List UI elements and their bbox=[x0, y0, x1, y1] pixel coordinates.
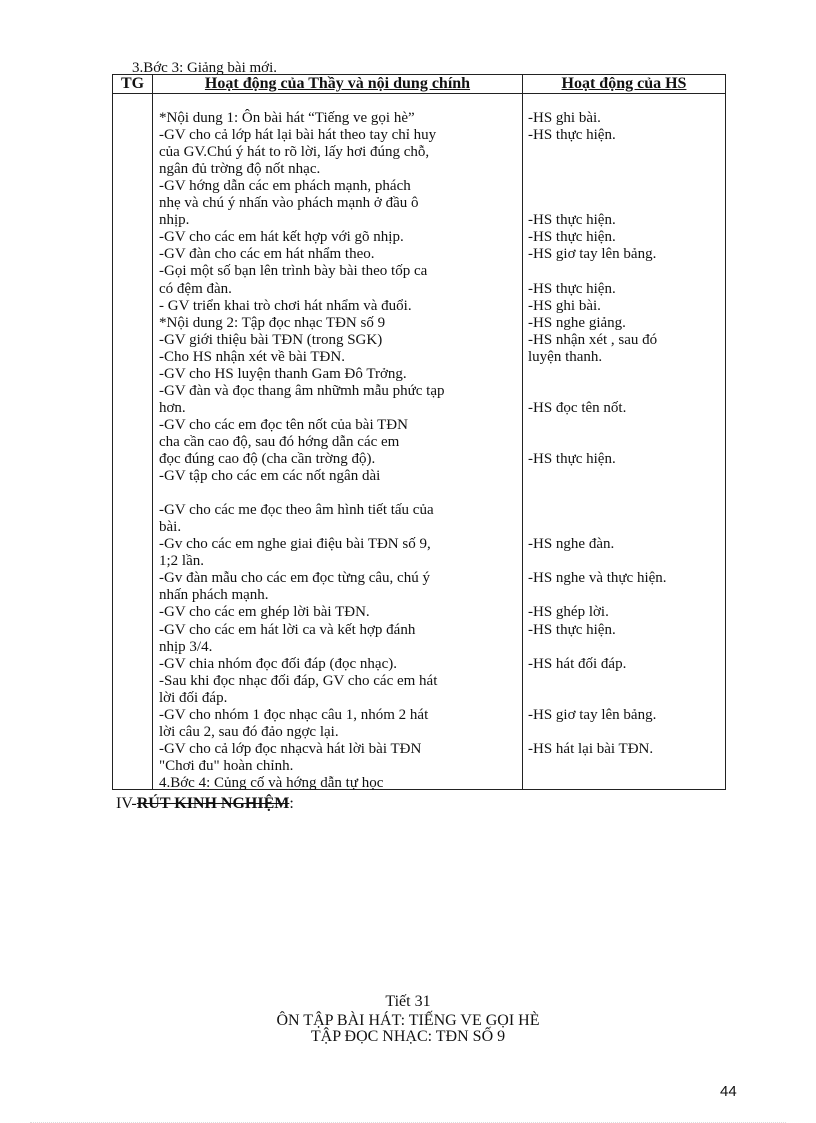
teacher-activity-line: cha cần cao độ, sau đó hớng dẫn các em bbox=[159, 433, 400, 450]
teacher-activity-line: -GV cho các em ghép lời bài TĐN. bbox=[159, 604, 370, 621]
student-activity-line: -HS thực hiện. bbox=[528, 212, 616, 229]
teacher-activity-line: nhẹ và chú ý nhấn vào phách mạnh ở đầu ô bbox=[159, 195, 419, 212]
teacher-activity-line: -GV chia nhóm đọc đối đáp (đọc nhạc). bbox=[159, 655, 397, 672]
teacher-activity-line: -GV giới thiệu bài TĐN (trong SGK) bbox=[159, 331, 383, 348]
teacher-activity-line: -GV hớng dẫn các em phách mạnh, phách bbox=[159, 178, 411, 195]
review-title: RÚT KINH NGHIỆM bbox=[136, 795, 290, 812]
lesson-activity-table bbox=[112, 74, 726, 790]
student-activity-line: -HS đọc tên nốt. bbox=[528, 399, 627, 416]
teacher-activity-line: lời câu 2, sau đó đảo ngợc lại. bbox=[159, 723, 339, 740]
student-activity-line: -HS thực hiện. bbox=[528, 127, 616, 144]
teacher-activity-line: đọc đúng cao độ (cha cần trờng độ). bbox=[159, 451, 376, 467]
teacher-activity-line: -Sau khi đọc nhạc đối đáp, GV cho các em hát bbox=[159, 672, 438, 689]
lesson-title-line2: TẬP ĐỌC NHẠC: TĐN SỐ 9 bbox=[310, 1028, 506, 1045]
student-activity-line: -HS hát lại bài TĐN. bbox=[528, 740, 654, 757]
teacher-activity-line: -GV đàn cho các em hát nhẩm theo. bbox=[159, 246, 375, 263]
teacher-activity-line: nhịp. bbox=[159, 212, 190, 229]
page-number: 44 bbox=[720, 1083, 737, 1100]
teacher-activity-line: 4.Bớc 4: Củng cố và hớng dẫn tự học bbox=[159, 774, 384, 791]
teacher-activity-line: -GV cho HS luyện thanh Gam Đô Trởng. bbox=[159, 365, 407, 382]
student-activity-cell bbox=[523, 94, 726, 790]
teacher-activity-line: lời đối đáp. bbox=[159, 689, 228, 706]
teacher-activity-line: -GV cho các me đọc theo âm hình tiết tấu của bbox=[159, 502, 434, 519]
teacher-activity-line: nhịp 3/4. bbox=[159, 638, 213, 655]
teacher-activity-cell bbox=[153, 94, 523, 790]
student-activity-line: -HS ghép lời. bbox=[528, 604, 609, 621]
tg-cell bbox=[113, 94, 153, 790]
student-activity-line: -HS hát đối đáp. bbox=[528, 655, 627, 672]
lesson-period: Tiết 31 bbox=[385, 993, 431, 1010]
teacher-activity-line: hơn. bbox=[159, 399, 186, 416]
student-activity-line: -HS thực hiện. bbox=[528, 451, 616, 467]
student-activity-line: -HS giơ tay lên bảng. bbox=[528, 706, 657, 723]
header-student-activity: Hoạt động của HS bbox=[523, 75, 726, 94]
header-tg: TG bbox=[113, 75, 153, 94]
teacher-activity-line: ngân đủ trờng độ nốt nhạc. bbox=[159, 161, 321, 178]
student-activity-line: -HS thực hiện. bbox=[528, 621, 616, 638]
review-suffix: : bbox=[289, 795, 294, 812]
review-heading bbox=[116, 795, 294, 813]
student-activity-line: -HS nghe và thực hiện. bbox=[528, 570, 667, 587]
teacher-activity-line: của GV.Chú ý hát to rõ lời, lấy hơi đúng chỗ, bbox=[159, 144, 430, 161]
teacher-activity-line: có đệm đàn. bbox=[159, 280, 232, 297]
teacher-activity-line: -Gv đàn mẫu cho các em đọc từng câu, chú ý bbox=[159, 570, 430, 587]
teacher-activity-line: -Cho HS nhận xét về bài TĐN. bbox=[159, 348, 345, 365]
student-activity-line: -HS ghi bài. bbox=[528, 297, 601, 314]
review-prefix: IV- bbox=[116, 795, 137, 812]
header-teacher-activity: Hoạt động của Thầy và nội dung chính bbox=[153, 75, 523, 94]
table-header-row bbox=[113, 75, 726, 94]
student-activity-line: luyện thanh. bbox=[528, 348, 603, 365]
student-activity-line: -HS nghe đàn. bbox=[528, 536, 615, 553]
table-body-row bbox=[113, 94, 726, 790]
lesson-title-line1: ÔN TẬP BÀI HÁT: TIẾNG VE GỌI HÈ bbox=[276, 1012, 540, 1029]
teacher-activity-line: -GV cho cả lớp hát lại bài hát theo tay chỉ huy bbox=[159, 127, 437, 144]
teacher-activity-line: bài. bbox=[159, 519, 182, 536]
teacher-activity-line: nhấn phách mạnh. bbox=[159, 587, 269, 604]
student-activity-line: -HS nhận xét , sau đó bbox=[528, 331, 658, 348]
teacher-activity-line: *Nội dung 2: Tập đọc nhạc TĐN số 9 bbox=[159, 314, 386, 331]
student-activity-line: -HS ghi bài. bbox=[528, 110, 601, 126]
teacher-activity-line: -Gv cho các em nghe giai điệu bài TĐN số 9, bbox=[159, 536, 431, 553]
student-activity-line: -HS thực hiện. bbox=[528, 280, 616, 297]
teacher-activity-line: -GV đàn và đọc thang âm nhữmh mẫu phức tạp bbox=[159, 382, 445, 399]
student-activity-line: -HS giơ tay lên bảng. bbox=[528, 246, 657, 263]
teacher-activity-line: -GV cho các em hát kết hợp với gõ nhịp. bbox=[159, 229, 404, 246]
student-activity-line: -HS nghe giảng. bbox=[528, 314, 626, 331]
teacher-activity-line: "Chơi đu" hoàn chỉnh. bbox=[159, 757, 294, 774]
teacher-activity-line: -GV cho các em hát lời ca và kết hợp đánh bbox=[159, 621, 416, 638]
teacher-activity-line: -GV tập cho các em các nốt ngân dài bbox=[159, 468, 381, 485]
teacher-activity-line: - GV triển khai trò chơi hát nhẩm và đuổi. bbox=[159, 297, 412, 314]
step-heading: 3.Bớc 3: Giảng bài mới. bbox=[132, 60, 278, 76]
teacher-activity-line: -Gọi một số bạn lên trình bày bài theo tốp ca bbox=[159, 263, 428, 280]
teacher-activity-line: 1;2 lần. bbox=[159, 553, 204, 570]
teacher-activity-line: -GV cho cả lớp đọc nhạcvà hát lời bài TĐN bbox=[159, 740, 422, 757]
teacher-activity-line: -GV cho nhóm 1 đọc nhạc câu 1, nhóm 2 hát bbox=[159, 706, 429, 723]
teacher-activity-line: *Nội dung 1: Ôn bài hát “Tiếng ve gọi hè” bbox=[159, 110, 415, 126]
student-activity-line: -HS thực hiện. bbox=[528, 229, 616, 246]
teacher-activity-line: -GV cho các em đọc tên nốt của bài TĐN bbox=[159, 416, 408, 433]
